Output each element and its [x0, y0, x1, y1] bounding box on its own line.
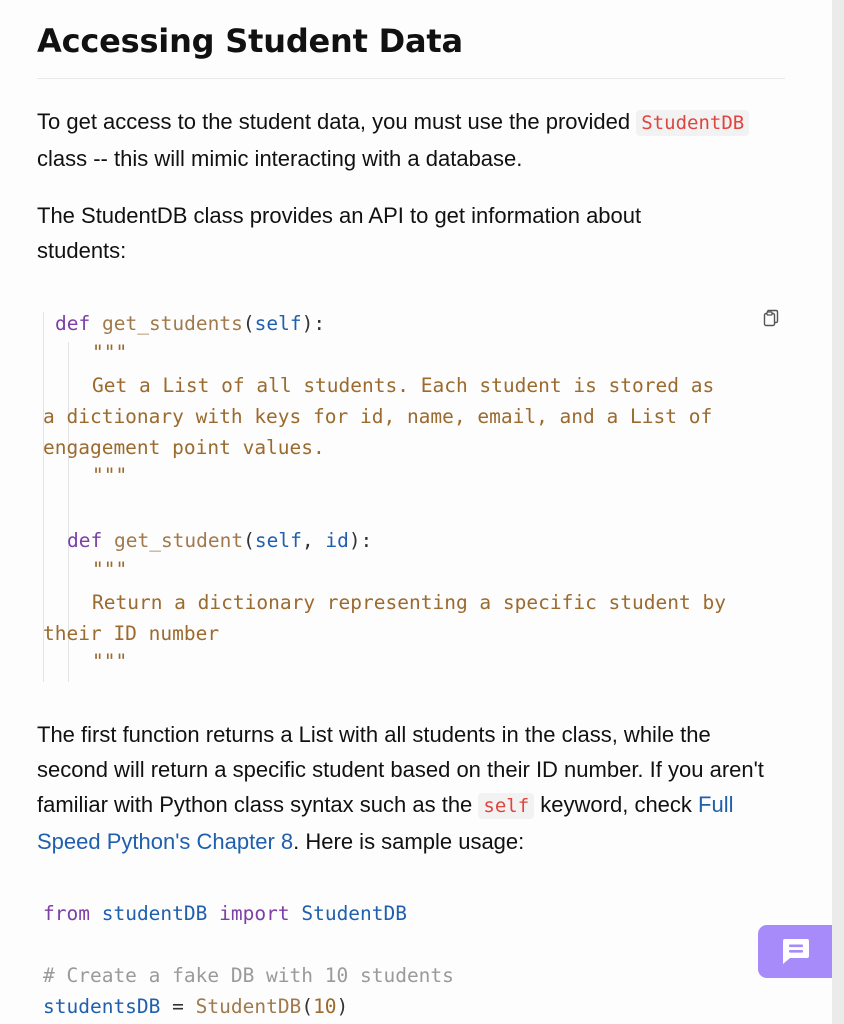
code-line: def get_student(self, id):	[67, 529, 373, 552]
usage-paragraph	[37, 717, 785, 859]
code-self: self	[254, 529, 302, 552]
intro-paragraph	[37, 104, 777, 176]
page-title: Accessing Student Data	[37, 22, 463, 60]
code-keyword: from	[43, 902, 90, 925]
usage-text-1: The first function returns a List with all students in the class, while the second will return a specific student based on their ID number. If you aren't familiar with Python class syntax such as the	[37, 722, 764, 817]
usage-text-3: . Here is sample usage:	[293, 829, 525, 854]
code-docstring-quote: """	[92, 558, 128, 581]
code-line	[43, 898, 407, 929]
chat-button[interactable]	[758, 925, 832, 978]
code-module: studentDB	[101, 902, 208, 925]
scrollbar[interactable]	[832, 0, 844, 1024]
code-number: 10	[313, 995, 337, 1018]
copy-icon[interactable]	[762, 309, 780, 327]
code-function-name: get_students	[101, 312, 243, 335]
code-line: studentsDB = StudentDB(10)	[43, 995, 349, 1018]
code-docstring-quote: """	[92, 341, 128, 364]
code-keyword: import	[219, 902, 290, 925]
api-paragraph: The StudentDB class provides an API to get information about students:	[37, 203, 642, 263]
intro-text-before: To get access to the student data, you must use the provided	[37, 109, 637, 134]
code-comment: # Create a fake DB with 10 students	[43, 964, 454, 987]
intro-text-after: class -- this will mimic interacting with a database.	[37, 146, 523, 171]
code-docstring-line: Get a List of all students. Each student is stored as	[92, 374, 715, 397]
code-block-api	[43, 308, 783, 688]
full-speed-python-link[interactable]: Full Speed Python's Chapter 8	[37, 792, 734, 854]
inline-code-self: self	[478, 793, 534, 819]
code-self: self	[254, 312, 302, 335]
code-variable: studentsDB	[43, 995, 161, 1018]
code-docstring-line: engagement point values.	[43, 436, 325, 459]
usage-text-2: keyword, check	[534, 792, 699, 817]
code-docstring-quote: """	[92, 464, 128, 487]
code-keyword: def	[67, 529, 103, 552]
code-param-id: id	[325, 529, 349, 552]
code-class: StudentDB	[301, 902, 408, 925]
code-docstring-line: their ID number	[43, 622, 220, 645]
code-line: def get_students(self):	[55, 312, 326, 335]
code-function-name: get_student	[113, 529, 244, 552]
code-block-usage	[43, 898, 783, 1024]
code-operator: =	[160, 995, 196, 1018]
chat-icon	[780, 937, 810, 965]
code-docstring-quote: """	[92, 650, 128, 673]
code-docstring-line: a dictionary with keys for id, name, email, and a List of	[43, 405, 713, 428]
title-divider	[37, 78, 785, 79]
code-call: StudentDB	[195, 995, 302, 1018]
code-keyword: def	[55, 312, 91, 335]
code-docstring-line: Return a dictionary representing a specific student by	[92, 591, 726, 614]
inline-code-studentdb: StudentDB	[636, 110, 749, 136]
